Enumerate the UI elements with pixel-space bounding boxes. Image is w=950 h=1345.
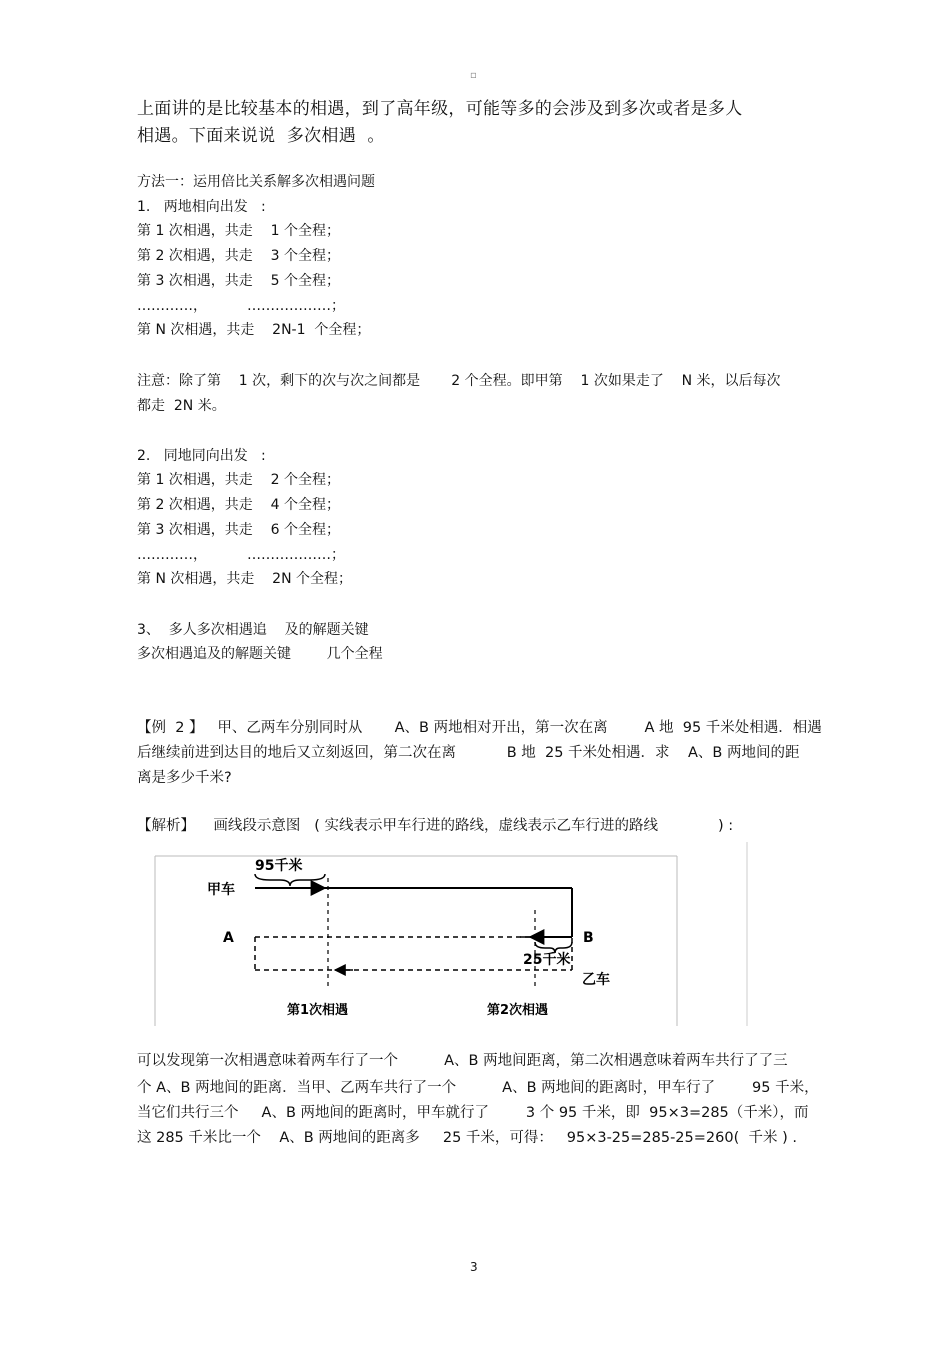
section1-row: 第 2 次相遇，共走 3 个全程； bbox=[137, 248, 340, 264]
label-b: B bbox=[583, 930, 594, 946]
section1-row: 第 1 次相遇，共走 1 个全程； bbox=[137, 223, 340, 239]
label-a: A bbox=[223, 930, 234, 946]
section1-row: 第 3 次相遇，共走 5 个全程； bbox=[137, 273, 340, 289]
section1-note-line-2: 都走 2N 米。 bbox=[137, 398, 226, 414]
section3-heading: 3、 多人多次相遇追 及的解题关键 bbox=[137, 622, 369, 638]
label-meet2: 第2次相遇 bbox=[487, 1003, 549, 1018]
intro-line-2: 相遇。下面来说说 多次相遇 。 bbox=[137, 126, 385, 146]
section2-row: 第 3 次相遇，共走 6 个全程； bbox=[137, 522, 340, 538]
section1-heading: 1. 两地相向出发 : bbox=[137, 199, 266, 215]
label-car-b: 乙车 bbox=[582, 972, 610, 988]
conclusion-line-2: 个 A、B 两地间的距离．当甲、乙两车共行了一个 A、B 两地间的距离时，甲车行了 95 千米， bbox=[137, 1080, 819, 1096]
page-number: 3 bbox=[470, 1260, 478, 1274]
label-meet1: 第1次相遇 bbox=[287, 1003, 349, 1018]
section2-row: …………， ………………； bbox=[137, 547, 346, 563]
intro-line-1: 上面讲的是比较基本的相遇，到了高年级，可能等多的会涉及到多次或者是多人 bbox=[137, 99, 743, 119]
section2-row: 第 N 次相遇，共走 2N 个全程； bbox=[137, 571, 353, 587]
example-line-1: 【例 2 】 甲、乙两车分别同时从 A、B 两地相对开出，第一次在离 A 地 95 千米处相遇．相遇 bbox=[137, 720, 822, 736]
section1-row: …………， ………………； bbox=[137, 298, 346, 314]
label-car-a: 甲车 bbox=[207, 882, 235, 898]
method-title: 方法一：运用倍比关系解多次相遇问题 bbox=[137, 174, 375, 190]
example-line-2: 后继续前进到达目的地后又立刻返回，第二次在离 B 地 25 千米处相遇．求 A、B 两地间的距 bbox=[137, 745, 800, 761]
header-dot: ▫ bbox=[470, 70, 477, 81]
label-95km: 95千米 bbox=[255, 858, 303, 874]
section3-text: 多次相遇追及的解题关键 几个全程 bbox=[137, 646, 383, 662]
conclusion-line-3: 当它们共行三个 A、B 两地间的距离时，甲车就行了 3 个 95 千米，即 95×3=285（千米），而 bbox=[137, 1105, 809, 1121]
section2-row: 第 1 次相遇，共走 2 个全程； bbox=[137, 472, 340, 488]
analysis-line: 【解析】 画线段示意图 ( 实线表示甲车行进的路线，虚线表示乙车行进的路线 ) : bbox=[137, 818, 734, 834]
section1-row: 第 N 次相遇，共走 2N-1 个全程； bbox=[137, 322, 371, 338]
section1-note-line-1: 注意：除了第 1 次，剩下的次与次之间都是 2 个全程。即甲第 1 次如果走了 N 米，以后每次 bbox=[137, 373, 781, 389]
conclusion-line-4: 这 285 千米比一个 A、B 两地间的距离多 25 千米，可得： 95×3-25=285-25=260( 千米 ) . bbox=[137, 1130, 797, 1146]
brace-95 bbox=[255, 874, 325, 886]
label-25km: 25千米 bbox=[523, 952, 571, 968]
line-segment-diagram bbox=[135, 840, 750, 1030]
section2-heading: 2. 同地同向出发 : bbox=[137, 448, 266, 464]
example-line-3: 离是多少千米? bbox=[137, 770, 232, 786]
section2-row: 第 2 次相遇，共走 4 个全程； bbox=[137, 497, 340, 513]
conclusion-line-1: 可以发现第一次相遇意味着两车行了一个 A、B 两地间距离，第二次相遇意味着两车共行了了三 bbox=[137, 1053, 788, 1069]
